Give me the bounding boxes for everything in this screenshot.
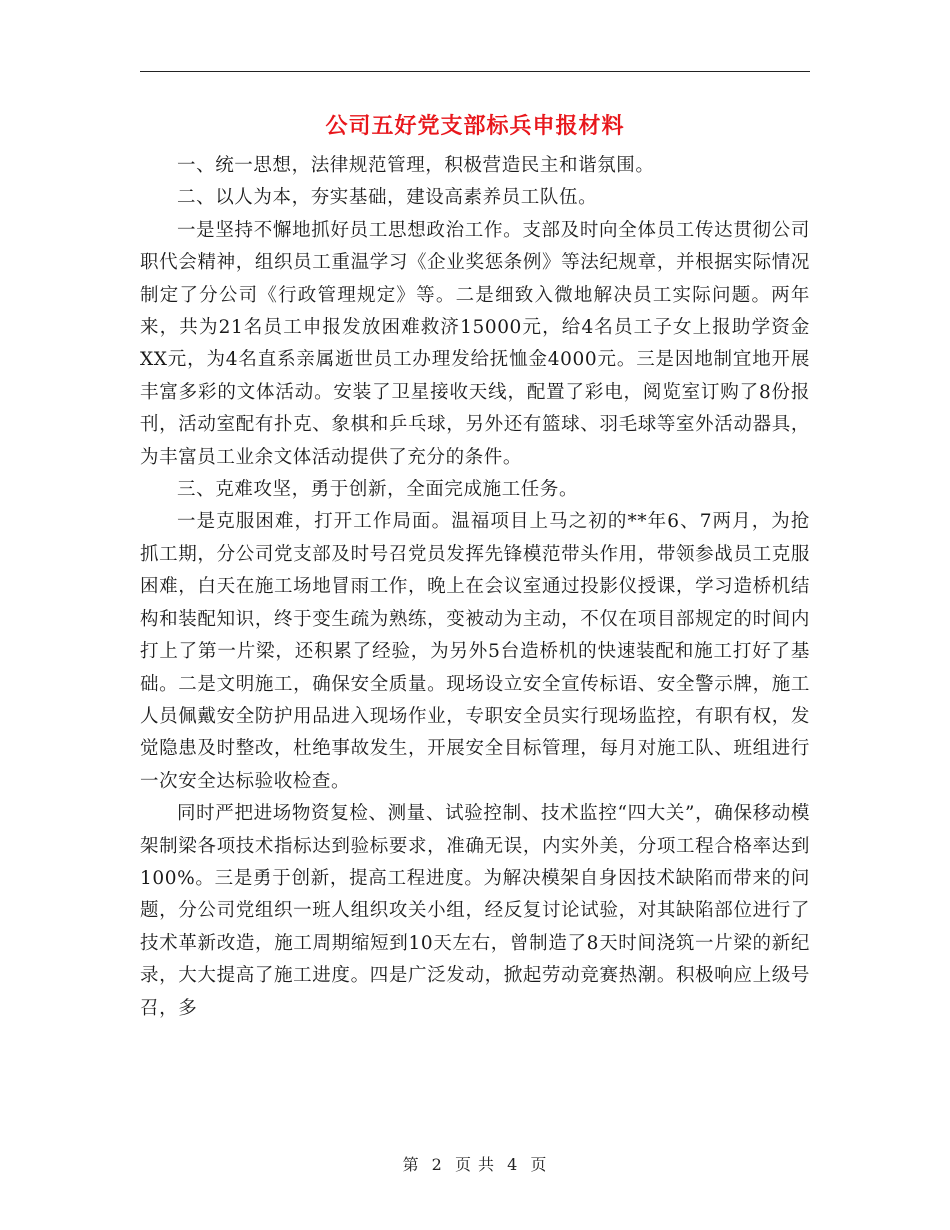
section-heading-2: 二、以人为本，夯实基础，建设高素养员工队伍。 xyxy=(177,187,598,209)
body-paragraph: 同时严把进场物资复检、测量、试验控制、技术监控“四大关”，确保移动模架制梁各项技术指标达到验标要求，准确无误，内实外美，分项工程合格率达到100%。三是勇于创新，提高工程进度。为解决模架自身因技术缺陷而带来的问题，分公司党组织一班人组织攻关小组，经反复讨论试验，对其缺陷部位进行了技术革新改造，施工周期缩短到10天左右，曾制造了8天时间浇筑一片梁的新纪录，大大提高了施工进度。四是广泛发动，掀起劳动竞赛热潮。积极响应上级号召，多 xyxy=(140,803,810,1019)
section-heading-3: 三、克难攻坚，勇于创新，全面完成施工任务。 xyxy=(177,479,579,501)
footer-middle: 页 共 xyxy=(454,1155,496,1174)
header-rule xyxy=(140,71,810,72)
section-heading-1: 一、统一思想，法律规范管理，积极营造民主和谐氛围。 xyxy=(177,155,655,176)
body-paragraph: 一是坚持不懈地抓好员工思想政治工作。支部及时向全体员工传达贯彻公司职代会精神，组织员工重温学习《企业奖惩条例》等法纪规章，并根据实际情况制定了分公司《行政管理规定》等。二是细致入微地解决员工实际问题。两年来，共为21名员工申报发放困难救济15000元，给4名员工子女上报助学资金XX元，为4名直系亲属逝世员工办理发给抚恤金4000元。三是因地制宜地开展丰富多彩的文体活动。安装了卫星接收天线，配置了彩电，阅览室订购了8份报刊，活动室配有扑克、象棋和乒乓球，另外还有篮球、羽毛球等室外活动器具，为丰富员工业余文体活动提供了充分的条件。 xyxy=(140,219,810,468)
footer-suffix: 页 xyxy=(530,1155,548,1174)
document-body xyxy=(140,150,810,1025)
current-page-number: 2 xyxy=(431,1155,443,1174)
body-paragraph: 一是克服困难，打开工作局面。温福项目上马之初的**年6、7两月，为抢抓工期，分公司党支部及时号召党员发挥先锋模范带头作用，带领参战员工克服困难，白天在施工场地冒雨工作，晚上在会议室通过投影仪授课，学习造桥机结构和装配知识，终于变生疏为熟练，变被动为主动，不仅在项目部规定的时间内打上了第一片梁，还积累了经验，为另外5台造桥机的快速装配和施工打好了基础。二是文明施工，确保安全质量。现场设立安全宣传标语、安全警示牌，施工人员佩戴安全防护用品进入现场作业，专职安全员实行现场监控，有职有权，发觉隐患及时整改，杜绝事故发生，开展安全目标管理，每月对施工队、班组进行一次安全达标验收检查。 xyxy=(140,511,810,792)
page-footer xyxy=(0,1152,950,1175)
document-title: 公司五好党支部标兵申报材料 xyxy=(325,113,625,139)
footer-prefix: 第 xyxy=(402,1155,420,1174)
total-page-count: 4 xyxy=(507,1155,519,1174)
